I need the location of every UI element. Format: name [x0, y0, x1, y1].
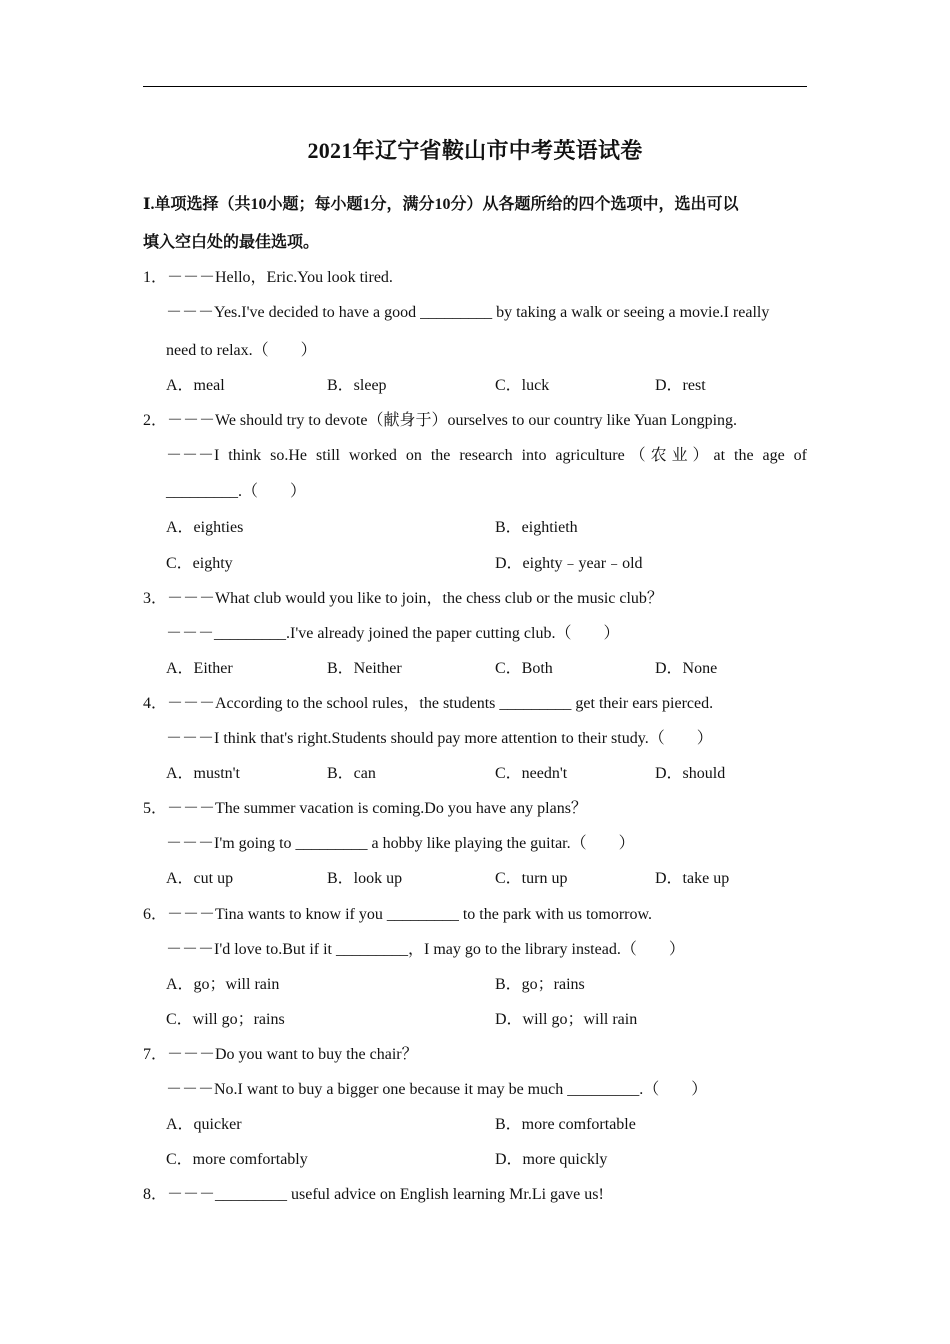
question-5: 5．－－－The summer vacation is coming.Do you have any plans？ — [143, 800, 587, 817]
question-6-option-c: C．will go；rains — [166, 1011, 285, 1028]
question-4: 4．－－－According to the school rules，the students _________ get their ears pierced. — [143, 695, 714, 712]
question-8: 8．－－－_________ useful advice on English learning Mr.Li gave us! — [143, 1186, 604, 1203]
question-2-response: －－－I think so.He still worked on the research into agriculture（农业）at the age of — [166, 447, 807, 464]
question-5-response: －－－I'm going to _________ a hobby like playing the guitar.（ ） — [166, 835, 635, 852]
question-5-option-c: C．turn up — [495, 870, 568, 887]
question-6-option-d: D．will go；will rain — [495, 1011, 638, 1028]
question-3-option-d: D．None — [655, 660, 718, 677]
question-2: 2．－－－We should try to devote（献身于）ourselves to our country like Yuan Longping. — [143, 412, 738, 429]
question-1-response: －－－Yes.I've decided to have a good _________ by taking a walk or seeing a movie.I really — [166, 304, 770, 321]
question-7-option-a: A．quicker — [166, 1116, 242, 1133]
question-4-option-d: D．should — [655, 765, 726, 782]
question-4-option-a: A．mustn't — [166, 765, 241, 782]
question-1-option-c: C．luck — [495, 377, 550, 394]
question-2-option-c: C．eighty — [166, 555, 233, 572]
question-7-option-b: B．more comfortable — [495, 1116, 636, 1133]
question-5-option-a: A．cut up — [166, 870, 234, 887]
section-heading-line-1: Ⅰ.单项选择（共10小题；每小题1分，满分10分）从各题所给的四个选项中，选出可以 — [143, 196, 739, 213]
question-3-option-c: C．Both — [495, 660, 553, 677]
question-3-response: －－－_________.I've already joined the paper cutting club.（ ） — [166, 625, 620, 642]
question-1-option-b: B．sleep — [327, 377, 387, 394]
question-4-option-c: C．needn't — [495, 765, 568, 782]
question-1-response-cont: need to relax.（ ） — [166, 342, 317, 359]
question-2-response-cont: _________.（ ） — [166, 483, 307, 500]
question-4-response: －－－I think that's right.Students should pay more attention to their study.（ ） — [166, 730, 713, 747]
question-3-option-a: A．Either — [166, 660, 233, 677]
question-7-option-c: C．more comfortably — [166, 1151, 308, 1168]
question-7-response: －－－No.I want to buy a bigger one because it may be much _________.（ ） — [166, 1081, 708, 1098]
question-6: 6．－－－Tina wants to know if you _________ to the park with us tomorrow. — [143, 906, 653, 923]
question-5-option-d: D．take up — [655, 870, 730, 887]
question-5-option-b: B．look up — [327, 870, 403, 887]
question-2-option-a: A．eighties — [166, 519, 244, 536]
question-2-option-d: D．eighty﹣year﹣old — [495, 555, 643, 572]
page-title: 2021年辽宁省鞍山市中考英语试卷 — [307, 138, 643, 163]
question-2-option-b: B．eightieth — [495, 519, 578, 536]
question-1: 1．－－－Hello，Eric.You look tired. — [143, 269, 393, 286]
question-3: 3．－－－What club would you like to join，the chess club or the music club？ — [143, 590, 663, 607]
section-heading-line-2: 填入空白处的最佳选项。 — [143, 234, 320, 251]
question-3-option-b: B．Neither — [327, 660, 402, 677]
question-6-response: －－－I'd love to.But if it _________，I may go to the library instead.（ ） — [166, 941, 685, 958]
question-7-option-d: D．more quickly — [495, 1151, 608, 1168]
question-4-option-b: B．can — [327, 765, 376, 782]
question-6-option-b: B．go；rains — [495, 976, 585, 993]
header-rule — [143, 86, 807, 87]
question-7: 7．－－－Do you want to buy the chair？ — [143, 1046, 418, 1063]
question-6-option-a: A．go；will rain — [166, 976, 280, 993]
question-1-option-d: D．rest — [655, 377, 706, 394]
question-1-option-a: A．meal — [166, 377, 225, 394]
